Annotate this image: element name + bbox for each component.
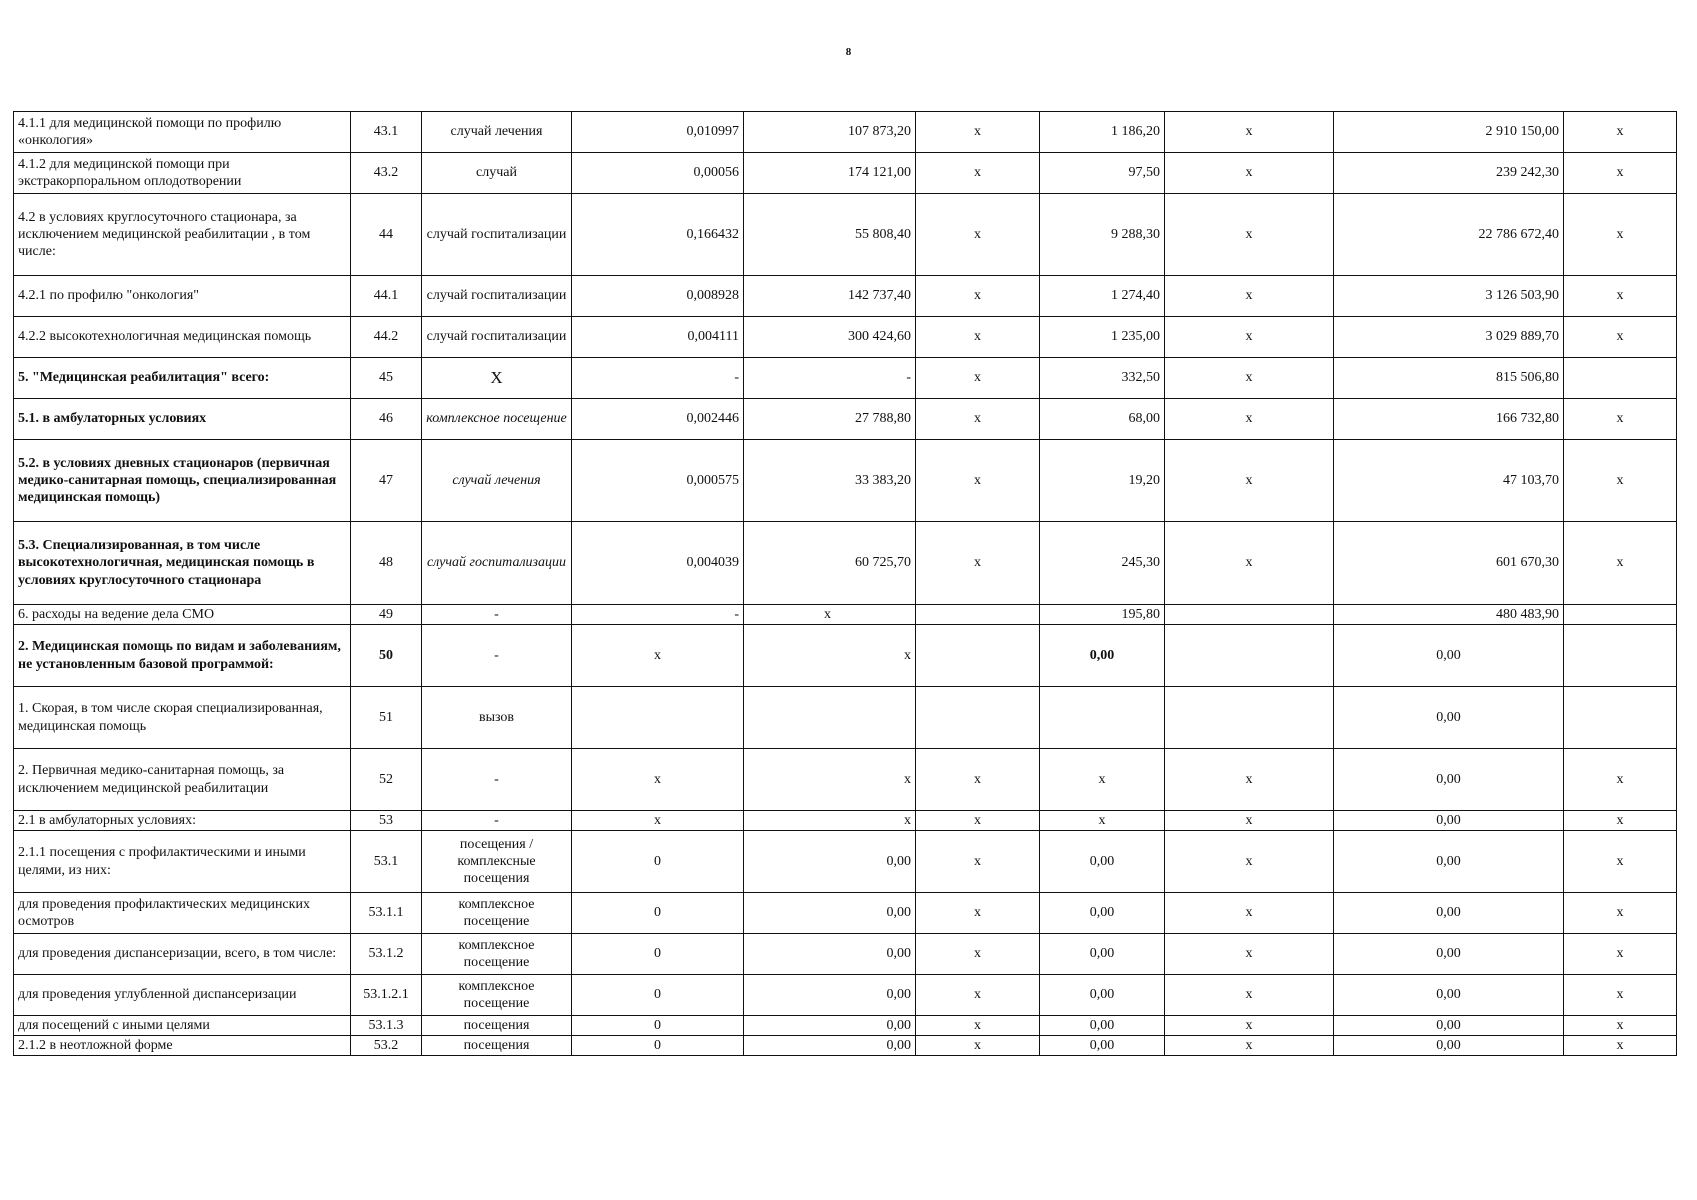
row-name: 5.1. в амбулаторных условиях <box>14 399 351 440</box>
cell-per-capita: 97,50 <box>1040 153 1165 194</box>
row-code: 53.1 <box>351 831 422 893</box>
cell-c3: x <box>916 317 1040 358</box>
row-code: 46 <box>351 399 422 440</box>
cell-rate: - <box>572 605 744 625</box>
cell-cost: 0,00 <box>744 934 916 975</box>
cell-c5: x <box>1165 1016 1334 1036</box>
cell-total: 3 029 889,70 <box>1334 317 1564 358</box>
cell-c7 <box>1564 358 1677 399</box>
cell-per-capita: 0,00 <box>1040 934 1165 975</box>
cell-cost: 60 725,70 <box>744 522 916 605</box>
cell-c5: x <box>1165 1036 1334 1056</box>
cell-rate: 0,002446 <box>572 399 744 440</box>
table-row <box>14 605 1677 625</box>
cell-c5: x <box>1165 317 1334 358</box>
cell-c3: x <box>916 1036 1040 1056</box>
row-unit: случай <box>422 153 572 194</box>
table-row <box>14 975 1677 1016</box>
cell-per-capita: 19,20 <box>1040 440 1165 522</box>
cell-rate: 0,000575 <box>572 440 744 522</box>
cell-rate <box>572 687 744 749</box>
cell-cost: 33 383,20 <box>744 440 916 522</box>
cell-cost: 55 808,40 <box>744 194 916 276</box>
cell-per-capita: 195,80 <box>1040 605 1165 625</box>
cell-c3: x <box>916 975 1040 1016</box>
cell-total: 3 126 503,90 <box>1334 276 1564 317</box>
cell-c7 <box>1564 605 1677 625</box>
cell-c3: x <box>916 399 1040 440</box>
cell-total: 0,00 <box>1334 1016 1564 1036</box>
table-row <box>14 112 1677 153</box>
cell-c7: x <box>1564 1016 1677 1036</box>
table-row <box>14 276 1677 317</box>
row-code: 47 <box>351 440 422 522</box>
cell-per-capita: 0,00 <box>1040 975 1165 1016</box>
cell-total: 0,00 <box>1334 749 1564 811</box>
cell-per-capita: x <box>1040 749 1165 811</box>
row-name: для проведения углубленной диспансеризации <box>14 975 351 1016</box>
cell-total: 0,00 <box>1334 893 1564 934</box>
row-code: 45 <box>351 358 422 399</box>
row-name: 2.1.2 в неотложной форме <box>14 1036 351 1056</box>
cell-total: 166 732,80 <box>1334 399 1564 440</box>
cell-cost: 27 788,80 <box>744 399 916 440</box>
cell-c5: x <box>1165 440 1334 522</box>
cell-c7: x <box>1564 522 1677 605</box>
cell-total: 815 506,80 <box>1334 358 1564 399</box>
row-code: 53.1.3 <box>351 1016 422 1036</box>
cell-total: 480 483,90 <box>1334 605 1564 625</box>
cell-rate: 0,00056 <box>572 153 744 194</box>
row-name: 4.1.2 для медицинской помощи при экстракорпоральном оплодотворении <box>14 153 351 194</box>
cell-cost: x <box>744 605 916 625</box>
cell-c7: x <box>1564 194 1677 276</box>
cell-cost: x <box>744 811 916 831</box>
row-code: 51 <box>351 687 422 749</box>
cell-rate: x <box>572 811 744 831</box>
cell-per-capita: 1 186,20 <box>1040 112 1165 153</box>
row-unit: случай госпитализации <box>422 276 572 317</box>
cell-c5: x <box>1165 893 1334 934</box>
cell-rate: 0,010997 <box>572 112 744 153</box>
cell-rate: 0 <box>572 934 744 975</box>
cell-c5: x <box>1165 153 1334 194</box>
cell-per-capita: 0,00 <box>1040 1036 1165 1056</box>
table-row <box>14 399 1677 440</box>
cell-c3: x <box>916 893 1040 934</box>
row-code: 43.1 <box>351 112 422 153</box>
cell-c5 <box>1165 605 1334 625</box>
row-unit: случай лечения <box>422 112 572 153</box>
row-unit: - <box>422 811 572 831</box>
table-row <box>14 440 1677 522</box>
table-row <box>14 831 1677 893</box>
table-row <box>14 153 1677 194</box>
row-name: 2. Первичная медико-санитарная помощь, за исключением медицинской реабилитации <box>14 749 351 811</box>
cell-c7: x <box>1564 811 1677 831</box>
cell-cost: 174 121,00 <box>744 153 916 194</box>
row-unit: комплексное посещение <box>422 399 572 440</box>
table-row <box>14 893 1677 934</box>
cell-c3: x <box>916 1016 1040 1036</box>
cell-rate: 0 <box>572 1016 744 1036</box>
cell-c7: x <box>1564 153 1677 194</box>
cell-per-capita: 332,50 <box>1040 358 1165 399</box>
row-unit: - <box>422 605 572 625</box>
cell-per-capita: 0,00 <box>1040 831 1165 893</box>
cell-c7: x <box>1564 1036 1677 1056</box>
cell-total: 239 242,30 <box>1334 153 1564 194</box>
cell-cost: 0,00 <box>744 1016 916 1036</box>
cell-c5: x <box>1165 112 1334 153</box>
row-code: 53.2 <box>351 1036 422 1056</box>
cell-rate: - <box>572 358 744 399</box>
cell-c7: x <box>1564 934 1677 975</box>
cell-c3: x <box>916 934 1040 975</box>
cell-cost: x <box>744 749 916 811</box>
row-unit: посещения <box>422 1036 572 1056</box>
cell-cost: 300 424,60 <box>744 317 916 358</box>
cell-total: 22 786 672,40 <box>1334 194 1564 276</box>
cell-per-capita: x <box>1040 811 1165 831</box>
row-name: 4.2.2 высокотехнологичная медицинская помощь <box>14 317 351 358</box>
table-row <box>14 811 1677 831</box>
cell-rate: 0 <box>572 893 744 934</box>
cell-c5: x <box>1165 522 1334 605</box>
row-name: 5.3. Специализированная, в том числе высокотехнологичная, медицинская помощь в условиях круглосуточного стационара <box>14 522 351 605</box>
cell-c5: x <box>1165 358 1334 399</box>
cell-c7: x <box>1564 749 1677 811</box>
cell-per-capita: 0,00 <box>1040 1016 1165 1036</box>
row-unit: случай лечения <box>422 440 572 522</box>
table-row <box>14 934 1677 975</box>
row-name: 5.2. в условиях дневных стационаров (первичная медико-санитарная помощь, специализированная медицинская помощь) <box>14 440 351 522</box>
cell-per-capita <box>1040 687 1165 749</box>
cell-per-capita: 0,00 <box>1040 625 1165 687</box>
cell-c3: x <box>916 153 1040 194</box>
row-name: 4.1.1 для медицинской помощи по профилю «онкология» <box>14 112 351 153</box>
cell-cost: 0,00 <box>744 975 916 1016</box>
cell-total: 2 910 150,00 <box>1334 112 1564 153</box>
table-row <box>14 1036 1677 1056</box>
cell-per-capita: 9 288,30 <box>1040 194 1165 276</box>
page-number: 8 <box>845 46 852 58</box>
row-name: 2. Медицинская помощь по видам и заболеваниям, не установленным базовой программой: <box>14 625 351 687</box>
cell-c7: x <box>1564 317 1677 358</box>
cell-c3: x <box>916 522 1040 605</box>
cell-total: 0,00 <box>1334 811 1564 831</box>
cell-total: 0,00 <box>1334 831 1564 893</box>
financing-table <box>13 111 1677 1056</box>
cell-cost: x <box>744 625 916 687</box>
cell-c5 <box>1165 687 1334 749</box>
cell-rate: 0 <box>572 975 744 1016</box>
cell-c7: x <box>1564 975 1677 1016</box>
cell-rate: 0,166432 <box>572 194 744 276</box>
cell-rate: x <box>572 749 744 811</box>
cell-c3: x <box>916 358 1040 399</box>
cell-cost: 0,00 <box>744 831 916 893</box>
cell-total: 601 670,30 <box>1334 522 1564 605</box>
cell-c7: x <box>1564 276 1677 317</box>
row-code: 49 <box>351 605 422 625</box>
cell-rate: 0,004111 <box>572 317 744 358</box>
cell-rate: 0,008928 <box>572 276 744 317</box>
cell-c3: x <box>916 811 1040 831</box>
table-row <box>14 749 1677 811</box>
cell-cost: - <box>744 358 916 399</box>
row-code: 53.1.2 <box>351 934 422 975</box>
row-code: 53.1.2.1 <box>351 975 422 1016</box>
row-name: 2.1 в амбулаторных условиях: <box>14 811 351 831</box>
row-name: для проведения диспансеризации, всего, в том числе: <box>14 934 351 975</box>
cell-c5: x <box>1165 749 1334 811</box>
row-unit: комплексное посещение <box>422 934 572 975</box>
row-unit: комплексное посещение <box>422 975 572 1016</box>
row-unit: случай госпитализации <box>422 522 572 605</box>
cell-per-capita: 1 274,40 <box>1040 276 1165 317</box>
cell-c3: x <box>916 112 1040 153</box>
cell-c7 <box>1564 687 1677 749</box>
cell-cost: 142 737,40 <box>744 276 916 317</box>
row-name: 1. Скорая, в том числе скорая специализированная, медицинская помощь <box>14 687 351 749</box>
cell-total: 47 103,70 <box>1334 440 1564 522</box>
row-name: 6. расходы на ведение дела СМО <box>14 605 351 625</box>
cell-c5: x <box>1165 276 1334 317</box>
cell-c3: x <box>916 831 1040 893</box>
cell-per-capita: 68,00 <box>1040 399 1165 440</box>
row-unit: - <box>422 625 572 687</box>
row-unit: X <box>422 358 572 399</box>
row-name: 4.2 в условиях круглосуточного стационара, за исключением медицинской реабилитации , в том числе: <box>14 194 351 276</box>
row-unit: - <box>422 749 572 811</box>
row-unit: посещения <box>422 1016 572 1036</box>
cell-cost: 0,00 <box>744 1036 916 1056</box>
cell-cost: 107 873,20 <box>744 112 916 153</box>
cell-rate: 0,004039 <box>572 522 744 605</box>
cell-c7 <box>1564 625 1677 687</box>
cell-cost <box>744 687 916 749</box>
cell-c3: x <box>916 749 1040 811</box>
cell-per-capita: 0,00 <box>1040 893 1165 934</box>
row-code: 52 <box>351 749 422 811</box>
row-unit: комплексное посещение <box>422 893 572 934</box>
cell-c3: x <box>916 194 1040 276</box>
cell-c5: x <box>1165 399 1334 440</box>
table-row <box>14 358 1677 399</box>
row-code: 48 <box>351 522 422 605</box>
cell-c5 <box>1165 625 1334 687</box>
cell-c5: x <box>1165 934 1334 975</box>
cell-c5: x <box>1165 194 1334 276</box>
cell-c3 <box>916 625 1040 687</box>
row-name: 4.2.1 по профилю "онкология" <box>14 276 351 317</box>
cell-c5: x <box>1165 975 1334 1016</box>
cell-per-capita: 245,30 <box>1040 522 1165 605</box>
cell-c3 <box>916 605 1040 625</box>
cell-c7: x <box>1564 440 1677 522</box>
row-name: 2.1.1 посещения с профилактическими и иными целями, из них: <box>14 831 351 893</box>
row-code: 53 <box>351 811 422 831</box>
row-unit: случай госпитализации <box>422 317 572 358</box>
cell-total: 0,00 <box>1334 1036 1564 1056</box>
table-row <box>14 1016 1677 1036</box>
row-name: 5. "Медицинская реабилитация" всего: <box>14 358 351 399</box>
cell-total: 0,00 <box>1334 687 1564 749</box>
row-name: для посещений с иными целями <box>14 1016 351 1036</box>
row-name: для проведения профилактических медицинских осмотров <box>14 893 351 934</box>
row-code: 44.2 <box>351 317 422 358</box>
row-unit: посещения / комплексные посещения <box>422 831 572 893</box>
row-code: 43.2 <box>351 153 422 194</box>
cell-c5: x <box>1165 811 1334 831</box>
cell-c3: x <box>916 276 1040 317</box>
cell-cost: 0,00 <box>744 893 916 934</box>
cell-c3 <box>916 687 1040 749</box>
row-code: 44 <box>351 194 422 276</box>
row-code: 44.1 <box>351 276 422 317</box>
row-code: 53.1.1 <box>351 893 422 934</box>
cell-c7: x <box>1564 112 1677 153</box>
cell-c5: x <box>1165 831 1334 893</box>
row-unit: вызов <box>422 687 572 749</box>
cell-per-capita: 1 235,00 <box>1040 317 1165 358</box>
cell-c7: x <box>1564 399 1677 440</box>
cell-rate: 0 <box>572 1036 744 1056</box>
cell-c3: x <box>916 440 1040 522</box>
table-row <box>14 317 1677 358</box>
row-code: 50 <box>351 625 422 687</box>
cell-rate: 0 <box>572 831 744 893</box>
cell-c7: x <box>1564 831 1677 893</box>
cell-total: 0,00 <box>1334 975 1564 1016</box>
table-row <box>14 194 1677 276</box>
cell-rate: x <box>572 625 744 687</box>
table-row <box>14 625 1677 687</box>
row-unit: случай госпитализации <box>422 194 572 276</box>
table-row <box>14 522 1677 605</box>
cell-c7: x <box>1564 893 1677 934</box>
cell-total: 0,00 <box>1334 625 1564 687</box>
cell-total: 0,00 <box>1334 934 1564 975</box>
table-row <box>14 687 1677 749</box>
